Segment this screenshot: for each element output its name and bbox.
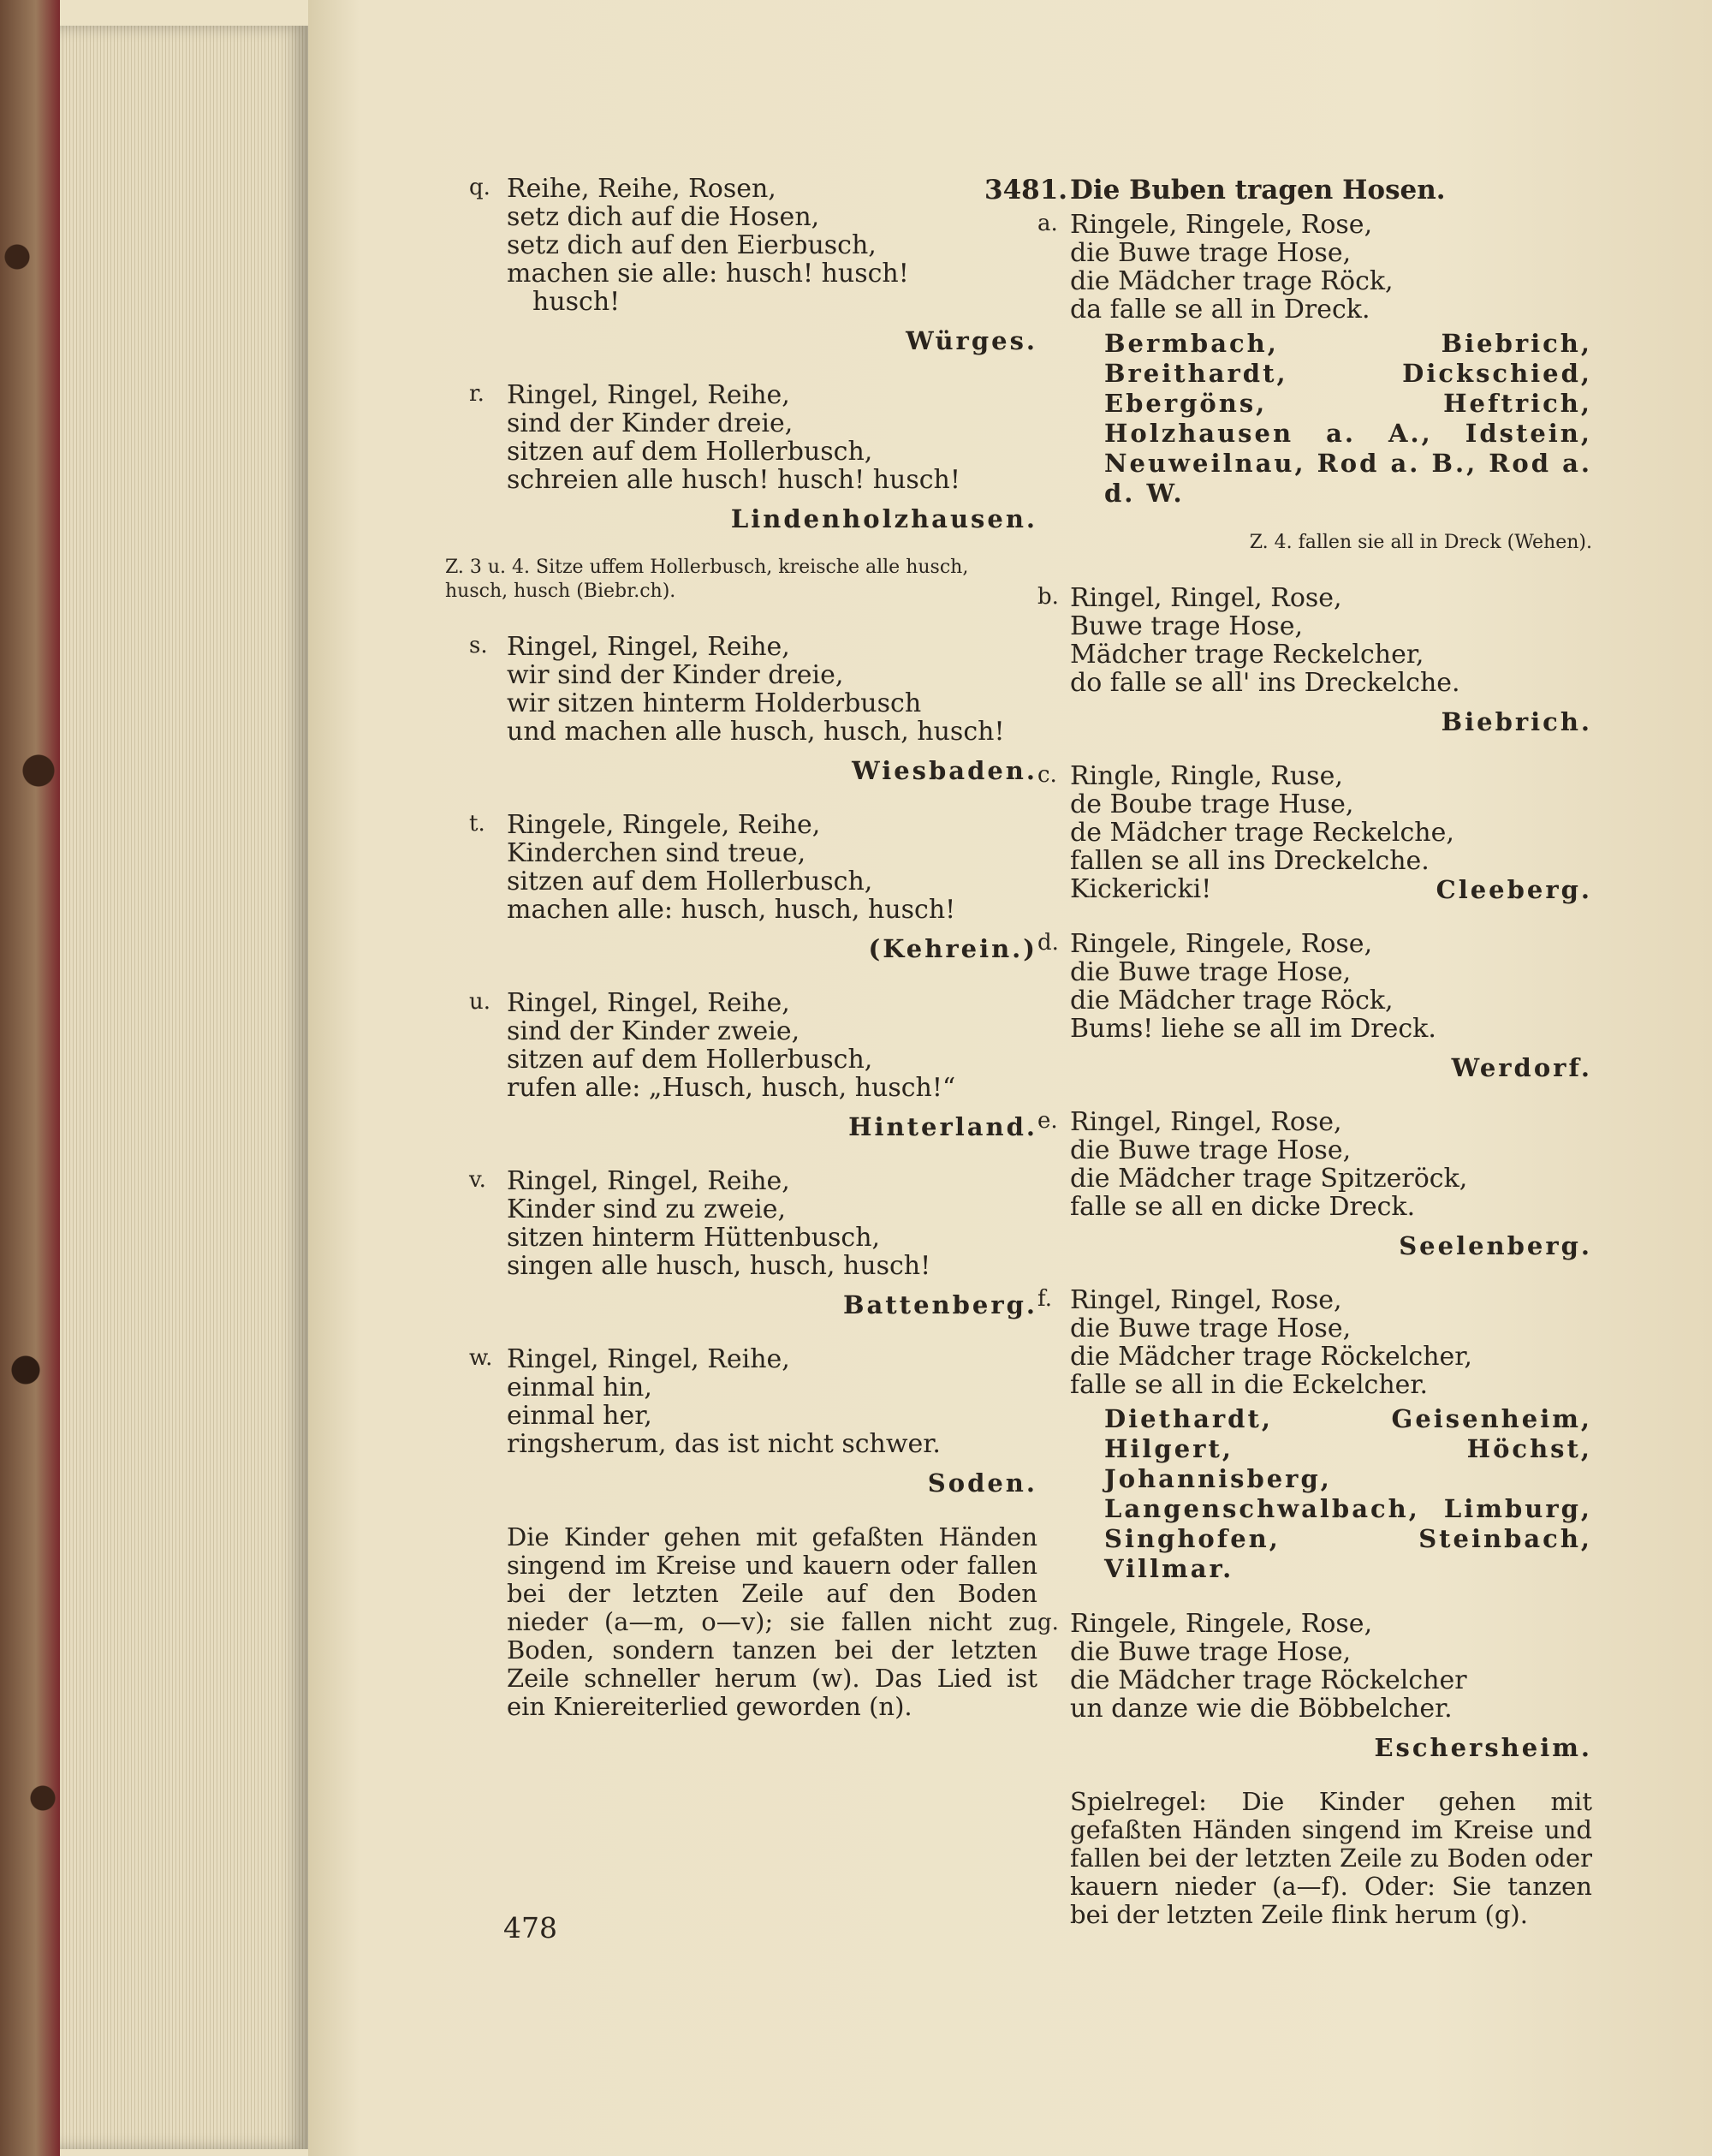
verse-line: machen sie alle: husch! husch! — [507, 259, 909, 289]
verse-line: Mädcher trage Reckelcher, — [1070, 640, 1424, 670]
verse-line: und machen alle husch, husch, husch! — [507, 717, 1005, 747]
place-name: Battenberg. — [842, 1290, 1037, 1319]
verse-line: Kinder sind zu zweie, — [507, 1194, 787, 1224]
verse-letter: q. — [469, 175, 490, 200]
verse-s — [469, 632, 1037, 785]
place-list: Diethardt, Geisenheim, Hilgert, Höchst, Johannisberg, Langenschwalbach, Limburg, Singhofen, Steinbach, Villmar. — [1104, 1404, 1592, 1583]
verse-line: Ringele, Ringele, Rose, — [1070, 929, 1373, 959]
place-name: Hinterland. — [848, 1112, 1037, 1141]
verse-u — [469, 988, 1037, 1141]
verse-line: Ringel, Ringel, Rose, — [1070, 583, 1342, 613]
verse-line: Buwe trage Hose, — [1070, 611, 1304, 641]
verse-line: die Buwe trage Hose, — [1070, 1135, 1352, 1165]
place-name: Soden. — [927, 1468, 1037, 1498]
verse-line: wir sind der Kinder dreie, — [507, 660, 844, 690]
verse-letter: f. — [1037, 1286, 1052, 1312]
verse-line: Ringle, Ringle, Ruse, — [1070, 761, 1343, 791]
verse-line: de Boube trage Huse, — [1070, 789, 1354, 819]
verse-line: Kinderchen sind treue, — [507, 838, 806, 868]
variant-note: Z. 3 u. 4. Sitze uffem Hollerbusch, kreische alle husch, husch, husch (Biebr.ch). — [445, 557, 969, 602]
left-column — [445, 174, 1037, 1721]
verse-line: sitzen auf dem Hollerbusch, — [507, 437, 873, 467]
verse-last-row — [1070, 875, 1592, 904]
verse-line: sitzen auf dem Hollerbusch, — [507, 867, 873, 896]
verse-line: Ringele, Ringele, Rose, — [1070, 1609, 1373, 1639]
verse-line: Kickericki! — [1070, 874, 1212, 904]
verse-line: Bums! liehe se all im Dreck. — [1070, 1014, 1436, 1044]
place-list: Bermbach, Biebrich, Breithardt, Dickschied, Ebergöns, Heftrich, Holzhausen a. A., Idstein, Neuweilnau, Rod a. B., Rod a. d. W. — [1104, 329, 1592, 508]
book-cover-edge — [0, 0, 60, 2156]
page-number: 478 — [503, 1911, 557, 1945]
verse-line: do falle se all' ins Dreckelche. — [1070, 668, 1460, 698]
verse-line: sitzen hinterm Hüttenbusch, — [507, 1223, 881, 1253]
verse-line: de Mädcher trage Reckelche, — [1070, 818, 1454, 848]
verse-letter: a. — [1037, 211, 1058, 236]
verse-w — [469, 1344, 1037, 1498]
verse-letter: b. — [1037, 584, 1059, 610]
verse-line: die Mädcher trage Röck, — [1070, 266, 1394, 296]
verse-line: schreien alle husch! husch! husch! — [507, 465, 960, 495]
verse-r — [469, 380, 1037, 533]
verse-b — [1037, 583, 1592, 736]
verse-line: ringsherum, das ist nicht schwer. — [507, 1429, 941, 1459]
verse-line: fallen se all ins Dreckelche. — [1070, 846, 1430, 876]
verse-line: die Mädcher trage Spitzeröck, — [1070, 1164, 1468, 1194]
verse-letter: c. — [1037, 762, 1057, 788]
verse-line: rufen alle: „Husch, husch, husch!“ — [507, 1073, 956, 1103]
verse-f — [1037, 1285, 1592, 1584]
verse-e — [1037, 1107, 1592, 1260]
verse-letter: r. — [469, 381, 484, 407]
place-name: Lindenholzhausen. — [730, 504, 1037, 533]
verse-line: machen alle: husch, husch, husch! — [507, 895, 956, 925]
verse-line: die Buwe trage Hose, — [1070, 957, 1352, 987]
verse-line: sitzen auf dem Hollerbusch, — [507, 1045, 873, 1075]
verse-letter: g. — [1037, 1610, 1059, 1635]
verse-d — [1037, 929, 1592, 1082]
song-number: 3481. — [984, 175, 1068, 205]
verse-a — [1037, 210, 1592, 509]
verse-line: falle se all in die Eckelcher. — [1070, 1370, 1428, 1400]
verse-line: die Buwe trage Hose, — [1070, 1313, 1352, 1343]
song-heading — [984, 175, 1592, 205]
verse-line: Reihe, Reihe, Rosen, — [507, 174, 776, 204]
right-column — [984, 175, 1592, 1929]
place-name: Seelenberg. — [1399, 1231, 1592, 1260]
place-name: Würges. — [906, 326, 1037, 355]
verse-line: die Buwe trage Hose, — [1070, 238, 1352, 268]
verse-letter: u. — [469, 989, 491, 1015]
variant-note: Z. 4. fallen sie all in Dreck (Wehen). — [1249, 532, 1592, 553]
verse-line: die Mädcher trage Röckelcher, — [1070, 1342, 1472, 1372]
place-name: Werdorf. — [1451, 1053, 1592, 1082]
verse-v — [469, 1166, 1037, 1319]
verse-line: un danze wie die Böbbelcher. — [1070, 1694, 1453, 1724]
verse-letter: s. — [469, 633, 488, 658]
verse-t — [469, 810, 1037, 963]
song-title: Die Buben tragen Hosen. — [1070, 175, 1446, 205]
verse-line: falle se all en dicke Dreck. — [1070, 1192, 1416, 1222]
verse-line: husch! — [532, 287, 621, 317]
verse-line: einmal her, — [507, 1401, 652, 1431]
verse-line: Ringel, Ringel, Rose, — [1070, 1285, 1342, 1315]
verse-letter: e. — [1037, 1108, 1058, 1134]
verse-line: Ringel, Ringel, Reihe, — [507, 380, 790, 410]
verse-line: einmal hin, — [507, 1373, 652, 1403]
verse-g — [1037, 1609, 1592, 1762]
verse-line: sind der Kinder dreie, — [507, 408, 794, 438]
verse-line: Ringel, Ringel, Reihe, — [507, 988, 790, 1018]
verse-line: wir sitzen hinterm Holderbusch — [507, 688, 922, 718]
game-rule-paragraph: Spielregel: Die Kinder gehen mit gefaßten Händen singend im Kreise und fallen bei der letzten Zeile zu Boden oder kauern nieder (a—f). Oder: Sie tanzen bei der letzten Zeile flink herum (g). — [1070, 1787, 1592, 1929]
verse-letter: w. — [469, 1345, 493, 1371]
verse-line: Ringel, Ringel, Reihe, — [507, 1344, 790, 1374]
verse-line: Ringele, Ringele, Rose, — [1070, 210, 1373, 240]
verse-line: sind der Kinder zweie, — [507, 1016, 800, 1046]
place-name: Cleeberg. — [1436, 875, 1592, 904]
place-name: (Kehrein.) — [868, 934, 1037, 963]
place-name: Eschersheim. — [1374, 1733, 1592, 1762]
verse-line: Ringel, Ringel, Rose, — [1070, 1107, 1342, 1137]
verse-line: da falle se all in Dreck. — [1070, 295, 1370, 325]
place-name: Wiesbaden. — [852, 756, 1037, 785]
verse-letter: v. — [469, 1167, 486, 1193]
verse-line: Ringel, Ringel, Reihe, — [507, 1166, 790, 1196]
verse-line: die Mädcher trage Röck, — [1070, 986, 1394, 1015]
verse-c — [1037, 761, 1592, 904]
verse-line: setz dich auf den Eierbusch, — [507, 230, 877, 260]
verse-line: die Mädcher trage Röckelcher — [1070, 1665, 1467, 1695]
verse-letter: d. — [1037, 930, 1059, 956]
verse-line: Ringele, Ringele, Reihe, — [507, 810, 821, 840]
game-rule-paragraph: Die Kinder gehen mit gefaßten Händen singend im Kreise und kauern oder fallen bei der letzten Zeile auf den Boden nieder (a—m, o—v); sie fallen nicht zu Boden, sondern tanzen bei der letzten Zeile schneller herum (w). Das Lied ist ein Kniereiterlied geworden (n). — [507, 1522, 1037, 1721]
verse-line: setz dich auf die Hosen, — [507, 202, 820, 232]
page-stack — [60, 26, 308, 2149]
place-name: Biebrich. — [1441, 707, 1592, 736]
verse-line: Ringel, Ringel, Reihe, — [507, 632, 790, 662]
verse-line: singen alle husch, husch, husch! — [507, 1251, 931, 1281]
verse-letter: t. — [469, 811, 485, 837]
verse-line: die Buwe trage Hose, — [1070, 1637, 1352, 1667]
verse-q — [469, 174, 1037, 355]
